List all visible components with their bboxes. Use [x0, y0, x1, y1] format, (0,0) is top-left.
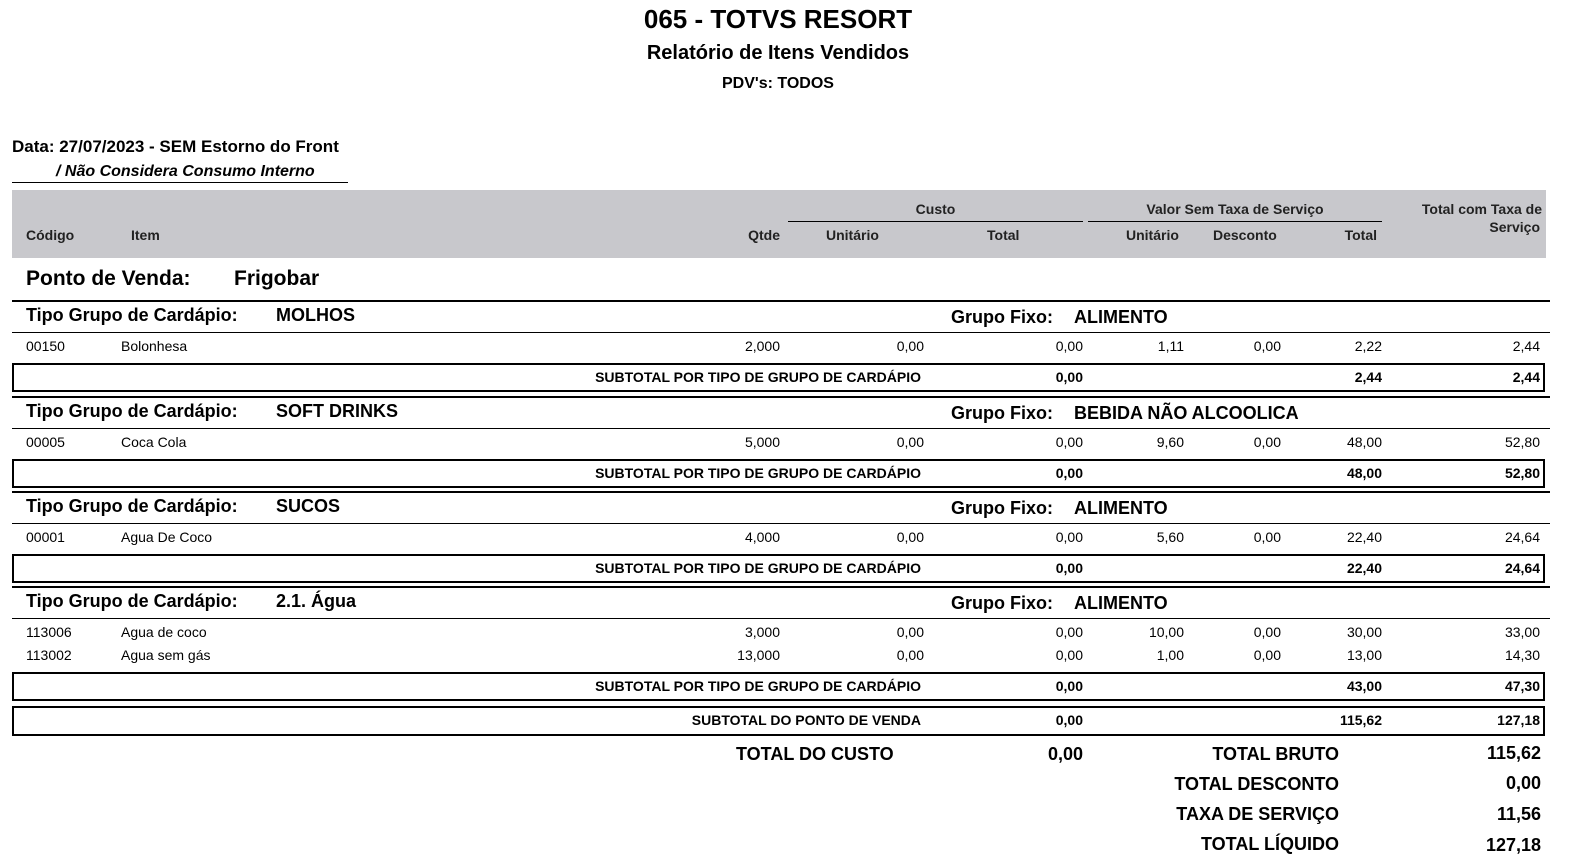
col-qtde: Qtde: [748, 227, 780, 243]
tipo-grupo-value: SOFT DRINKS: [276, 401, 399, 421]
item-custo-total: 0,00: [1055, 338, 1083, 354]
subtotal-group-custo: 0,00: [1055, 560, 1083, 576]
tipo-grupo-label: Tipo Grupo de Cardápio:: [26, 305, 238, 325]
total-custo-label: TOTAL DO CUSTO: [736, 744, 894, 764]
item-custo-unit: 0,00: [896, 529, 924, 545]
col-total-taxa-2: Serviço: [1489, 219, 1540, 235]
group-top-rule: [12, 586, 1550, 588]
subtotal-group-label: SUBTOTAL POR TIPO DE GRUPO DE CARDÁPIO: [595, 369, 921, 385]
item-desconto: 0,00: [1253, 434, 1281, 450]
item-custo-unit: 0,00: [896, 338, 924, 354]
item-codigo: 00005: [26, 434, 65, 450]
item-codigo: 00150: [26, 338, 65, 354]
tipo-grupo-label: Tipo Grupo de Cardápio:: [26, 496, 238, 516]
item-total-taxa: 33,00: [1504, 624, 1540, 640]
item-desconto: 0,00: [1253, 624, 1281, 640]
item-desconto: 0,00: [1253, 647, 1281, 663]
item-valor-unit: 1,11: [1157, 338, 1184, 354]
item-valor-unit: 1,00: [1156, 647, 1184, 663]
item-codigo: 113006: [26, 624, 72, 640]
item-qtde: 5,000: [744, 434, 780, 450]
subtotal-group-total: 43,00: [1346, 678, 1382, 694]
group-top-rule: [12, 491, 1550, 493]
item-desconto: 0,00: [1253, 529, 1281, 545]
pdv-filter: PDV's: TODOS: [722, 75, 834, 92]
subtotal-group-custo: 0,00: [1055, 369, 1083, 385]
grupo-fixo-label: Grupo Fixo:: [951, 593, 1053, 613]
total-bruto-label: TOTAL BRUTO: [1212, 744, 1339, 764]
taxa-servico-label: TAXA DE SERVIÇO: [1176, 804, 1339, 824]
company-title: 065 - TOTVS RESORT: [643, 4, 913, 34]
item-custo-total: 0,00: [1055, 647, 1083, 663]
grupo-fixo-label: Grupo Fixo:: [951, 307, 1053, 327]
consumo-text: / Não Considera Consumo Interno: [56, 163, 315, 180]
item-valor-total: 13,00: [1346, 647, 1382, 663]
item-valor-unit: 9,60: [1156, 434, 1184, 450]
item-total-taxa: 14,30: [1504, 647, 1540, 663]
item-custo-total: 0,00: [1055, 434, 1083, 450]
subtotal-pv-total-taxa: 127,18: [1497, 712, 1540, 728]
item-custo-unit: 0,00: [896, 647, 924, 663]
total-liquido-label: TOTAL LÍQUIDO: [1201, 834, 1339, 854]
item-valor-total: 22,40: [1346, 529, 1382, 545]
total-custo-value: 0,00: [1047, 744, 1083, 764]
col-valor-desconto: Desconto: [1213, 227, 1277, 243]
col-valor-sem-taxa: Valor Sem Taxa de Serviço: [1146, 201, 1324, 217]
subtotal-group-total-taxa: 24,64: [1504, 560, 1540, 576]
tipo-grupo-label: Tipo Grupo de Cardápio:: [26, 591, 238, 611]
group-header-rule: [12, 618, 1550, 619]
item-valor-unit: 5,60: [1156, 529, 1184, 545]
date-line: Data: 27/07/2023 - SEM Estorno do Front: [12, 137, 339, 156]
col-valor-unitario: Unitário: [1126, 227, 1179, 243]
item-custo-unit: 0,00: [896, 434, 924, 450]
item-valor-total: 30,00: [1346, 624, 1382, 640]
subtotal-group-total-taxa: 47,30: [1504, 678, 1540, 694]
total-bruto-value: 115,62: [1486, 743, 1541, 763]
tipo-grupo-value: 2.1. Água: [276, 591, 357, 611]
col-codigo: Código: [26, 227, 75, 243]
col-total-taxa-1: Total com Taxa de: [1421, 201, 1542, 217]
group-header-rule: [12, 332, 1550, 333]
subtotal-group-total-taxa: 52,80: [1504, 465, 1540, 481]
item-desconto: 0,00: [1253, 338, 1281, 354]
item-qtde: 3,000: [744, 624, 780, 640]
col-custo: Custo: [915, 201, 956, 217]
group-header-rule: [12, 523, 1550, 524]
item-total-taxa: 2,44: [1512, 338, 1540, 354]
taxa-servico-value: 11,56: [1496, 804, 1541, 824]
grupo-fixo-value: ALIMENTO: [1074, 307, 1168, 327]
group-top-rule: [12, 300, 1550, 302]
item-total-taxa: 24,64: [1504, 529, 1540, 545]
item-name: Bolonhesa: [121, 338, 188, 354]
subtotal-group-custo: 0,00: [1055, 678, 1083, 694]
grupo-fixo-value: ALIMENTO: [1074, 593, 1168, 613]
tipo-grupo-value: MOLHOS: [276, 305, 355, 325]
item-valor-total: 48,00: [1346, 434, 1382, 450]
subtotal-group-total: 48,00: [1346, 465, 1382, 481]
subtotal-pv-custo: 0,00: [1055, 712, 1083, 728]
item-name: Agua De Coco: [121, 529, 213, 545]
tipo-grupo-value: SUCOS: [276, 496, 341, 516]
col-custo-unitario: Unitário: [826, 227, 879, 243]
item-name: Coca Cola: [121, 434, 187, 450]
item-custo-total: 0,00: [1055, 529, 1083, 545]
subtotal-pv-label: SUBTOTAL DO PONTO DE VENDA: [691, 712, 921, 728]
subtotal-group-label: SUBTOTAL POR TIPO DE GRUPO DE CARDÁPIO: [595, 560, 921, 576]
item-name: Agua sem gás: [121, 647, 211, 663]
item-valor-unit: 10,00: [1148, 624, 1184, 640]
subtotal-group-total: 22,40: [1346, 560, 1382, 576]
subtotal-group-total-taxa: 2,44: [1512, 369, 1540, 385]
item-custo-total: 0,00: [1055, 624, 1083, 640]
col-valor-total: Total: [1344, 227, 1377, 243]
ponto-venda-name: Frigobar: [234, 267, 320, 290]
group-header-rule: [12, 428, 1550, 429]
consumo-line: [12, 163, 348, 183]
subtotal-pv-total: 115,62: [1339, 712, 1382, 728]
tipo-grupo-label: Tipo Grupo de Cardápio:: [26, 401, 238, 421]
item-name: Agua de coco: [121, 624, 207, 640]
ponto-venda-label: Ponto de Venda:: [26, 267, 191, 290]
item-codigo: 00001: [26, 529, 65, 545]
item-qtde: 2,000: [744, 338, 780, 354]
item-qtde: 4,000: [744, 529, 780, 545]
subtotal-group-label: SUBTOTAL POR TIPO DE GRUPO DE CARDÁPIO: [595, 465, 921, 481]
item-codigo: 113002: [26, 647, 72, 663]
item-valor-total: 2,22: [1354, 338, 1382, 354]
grupo-fixo-label: Grupo Fixo:: [951, 403, 1053, 423]
col-custo-total: Total: [987, 227, 1020, 243]
group-top-rule: [12, 396, 1550, 398]
col-item: Item: [131, 227, 160, 243]
item-custo-unit: 0,00: [896, 624, 924, 640]
grupo-fixo-label: Grupo Fixo:: [951, 498, 1053, 518]
valor-underline: [1088, 221, 1382, 222]
custo-underline: [788, 221, 1083, 222]
grupo-fixo-value: ALIMENTO: [1074, 498, 1168, 518]
subtotal-group-label: SUBTOTAL POR TIPO DE GRUPO DE CARDÁPIO: [595, 678, 921, 694]
subtotal-group-total: 2,44: [1354, 369, 1382, 385]
item-total-taxa: 52,80: [1504, 434, 1540, 450]
item-qtde: 13,000: [737, 647, 780, 663]
total-desconto-label: TOTAL DESCONTO: [1174, 774, 1339, 794]
report-title: Relatório de Itens Vendidos: [646, 42, 910, 64]
total-desconto-value: 0,00: [1505, 773, 1541, 793]
total-liquido-value: 127,18: [1485, 835, 1541, 855]
grupo-fixo-value: BEBIDA NÃO ALCOOLICA: [1074, 403, 1299, 423]
subtotal-group-custo: 0,00: [1055, 465, 1083, 481]
